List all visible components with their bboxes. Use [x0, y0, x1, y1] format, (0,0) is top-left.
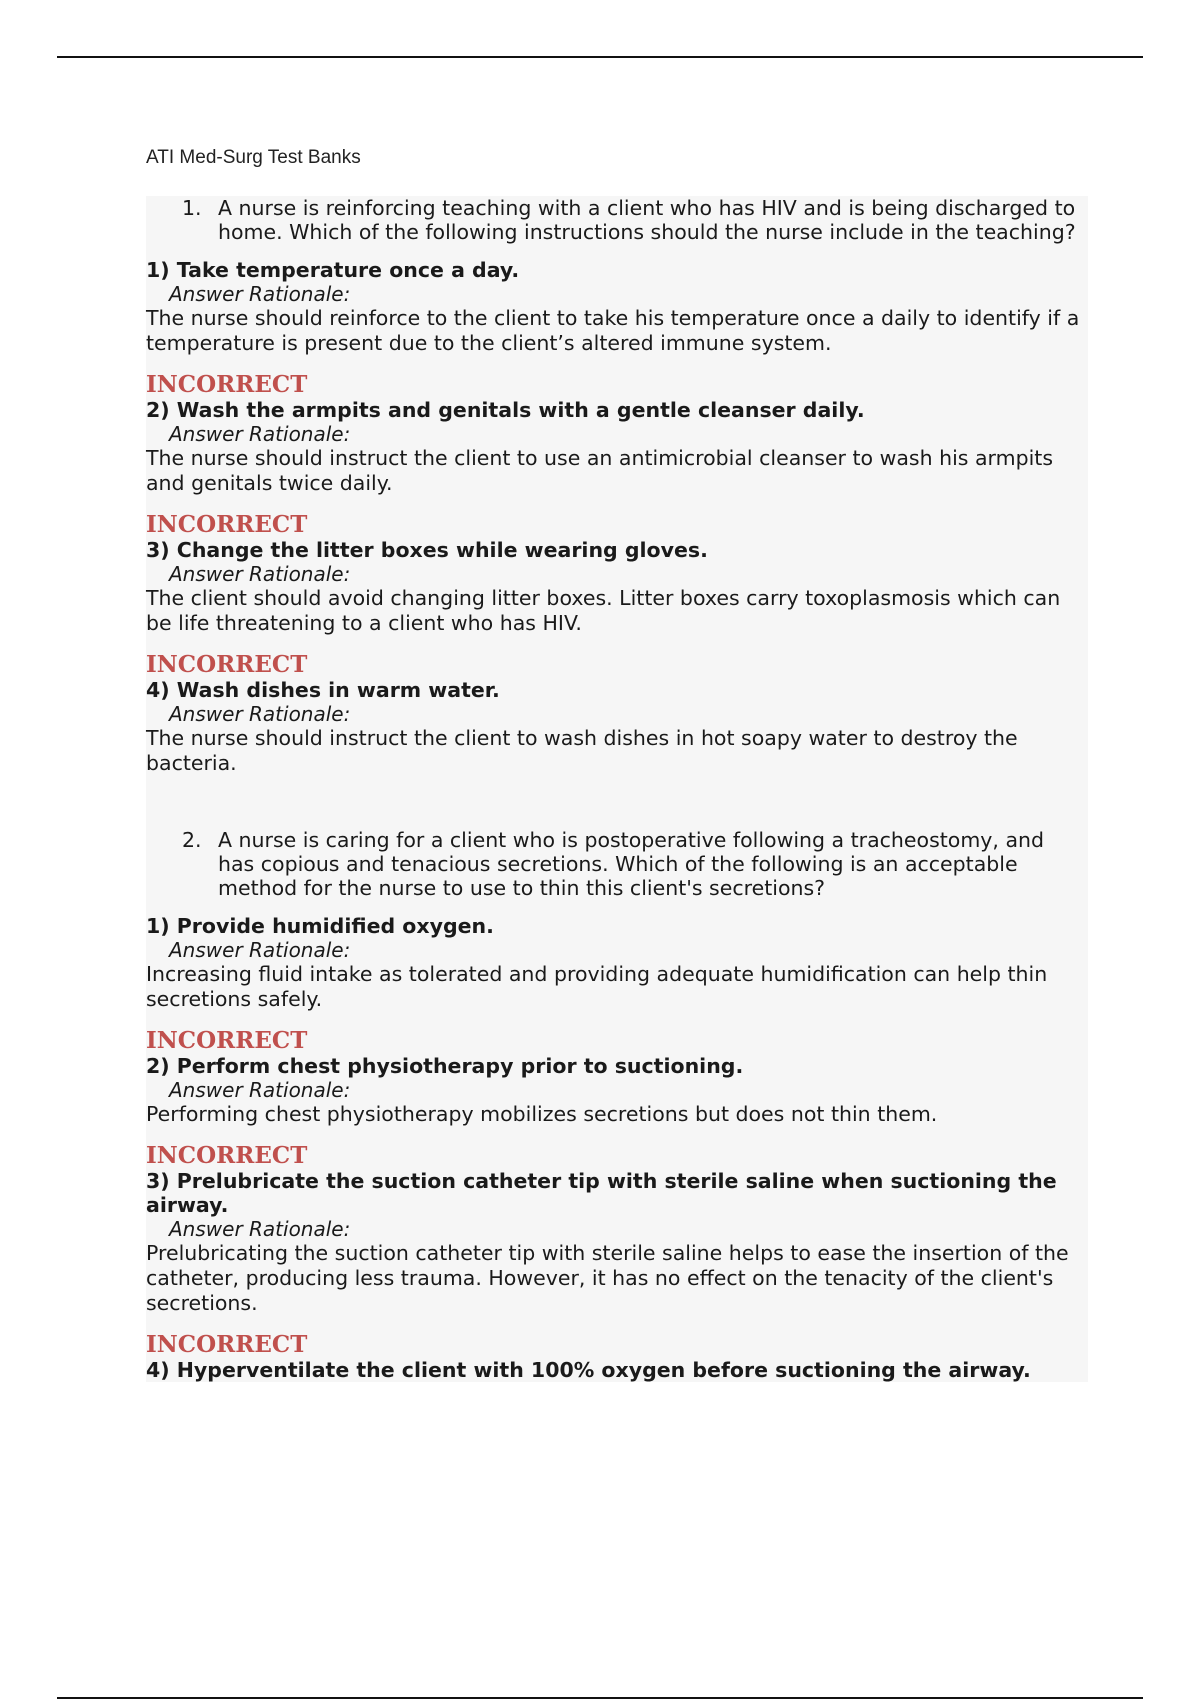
- bottom-rule: [57, 1697, 1143, 1699]
- verdict-label: INCORRECT: [146, 1142, 308, 1169]
- question-spacer: [146, 792, 1088, 828]
- question-number: 1.: [182, 196, 202, 220]
- rationale-text: The nurse should instruct the client to use an antimicrobial cleanser to wash his armpits and genitals twice daily.: [146, 446, 1054, 495]
- question-stem: [182, 196, 1088, 258]
- verdict-label: INCORRECT: [146, 511, 308, 538]
- verdict-label: INCORRECT: [146, 651, 308, 678]
- rationale-label: Answer Rationale:: [169, 702, 351, 726]
- answer-option-3: [146, 538, 1088, 678]
- question-text: A nurse is reinforcing teaching with a client who has HIV and is being discharged to home. Which of the following instructions should the nurse include in the teaching?: [218, 196, 1076, 244]
- answer-option-4: [146, 678, 1088, 776]
- option-label: 2) Wash the armpits and genitals with a gentle cleanser daily.: [146, 398, 865, 422]
- question-stem: [182, 828, 1088, 914]
- rationale-text: Prelubricating the suction catheter tip with sterile saline helps to ease the insertion of the catheter, producing less trauma. However, it has no effect on the tenacity of the client's secretions.: [146, 1241, 1069, 1315]
- rationale-label: Answer Rationale:: [169, 1217, 351, 1241]
- verdict-label: INCORRECT: [146, 371, 308, 398]
- answer-option-2: [146, 1054, 1088, 1169]
- answer-option-3: [146, 1169, 1088, 1358]
- verdict-label: INCORRECT: [146, 1027, 308, 1054]
- rationale-text: The nurse should instruct the client to wash dishes in hot soapy water to destroy the bacteria.: [146, 726, 1018, 775]
- option-label: 4) Wash dishes in warm water.: [146, 678, 500, 702]
- rationale-label: Answer Rationale:: [169, 562, 351, 586]
- question-content: [146, 196, 1088, 1382]
- rationale-label: Answer Rationale:: [169, 282, 351, 306]
- rationale-text: Performing chest physiotherapy mobilizes secretions but does not thin them.: [146, 1102, 938, 1126]
- verdict-label: INCORRECT: [146, 1331, 308, 1358]
- rationale-text: The nurse should reinforce to the client to take his temperature once a daily to identify if a temperature is present due to the client’s altered immune system.: [146, 306, 1080, 355]
- option-label: 2) Perform chest physiotherapy prior to suctioning.: [146, 1054, 744, 1078]
- rationale-text: Increasing fluid intake as tolerated and providing adequate humidification can help thin secretions safely.: [146, 962, 1048, 1011]
- question-2: [146, 828, 1088, 1382]
- answer-option-4: [146, 1358, 1088, 1382]
- rationale-text: The client should avoid changing litter boxes. Litter boxes carry toxoplasmosis which can be life threatening to a client who has HIV.: [146, 586, 1061, 635]
- document-header-title: ATI Med-Surg Test Banks: [146, 147, 361, 168]
- option-label: 1) Provide humidified oxygen.: [146, 914, 494, 938]
- option-label: 3) Prelubricate the suction catheter tip with sterile saline when suctioning the airway.: [146, 1169, 1057, 1217]
- answer-option-1: [146, 914, 1088, 1054]
- answer-option-1: [146, 258, 1088, 398]
- rationale-label: Answer Rationale:: [169, 938, 351, 962]
- rationale-label: Answer Rationale:: [169, 422, 351, 446]
- option-label: 3) Change the litter boxes while wearing gloves.: [146, 538, 708, 562]
- option-label: 4) Hyperventilate the client with 100% oxygen before suctioning the airway.: [146, 1358, 1031, 1382]
- option-label: 1) Take temperature once a day.: [146, 258, 520, 282]
- top-rule: [57, 56, 1143, 58]
- answer-option-2: [146, 398, 1088, 538]
- rationale-label: Answer Rationale:: [169, 1078, 351, 1102]
- question-number: 2.: [182, 828, 202, 852]
- question-text: A nurse is caring for a client who is postoperative following a tracheostomy, and has copious and tenacious secretions. Which of the following is an acceptable method for the nurse to use to thin this client's secretions?: [218, 828, 1045, 900]
- question-1: [146, 196, 1088, 776]
